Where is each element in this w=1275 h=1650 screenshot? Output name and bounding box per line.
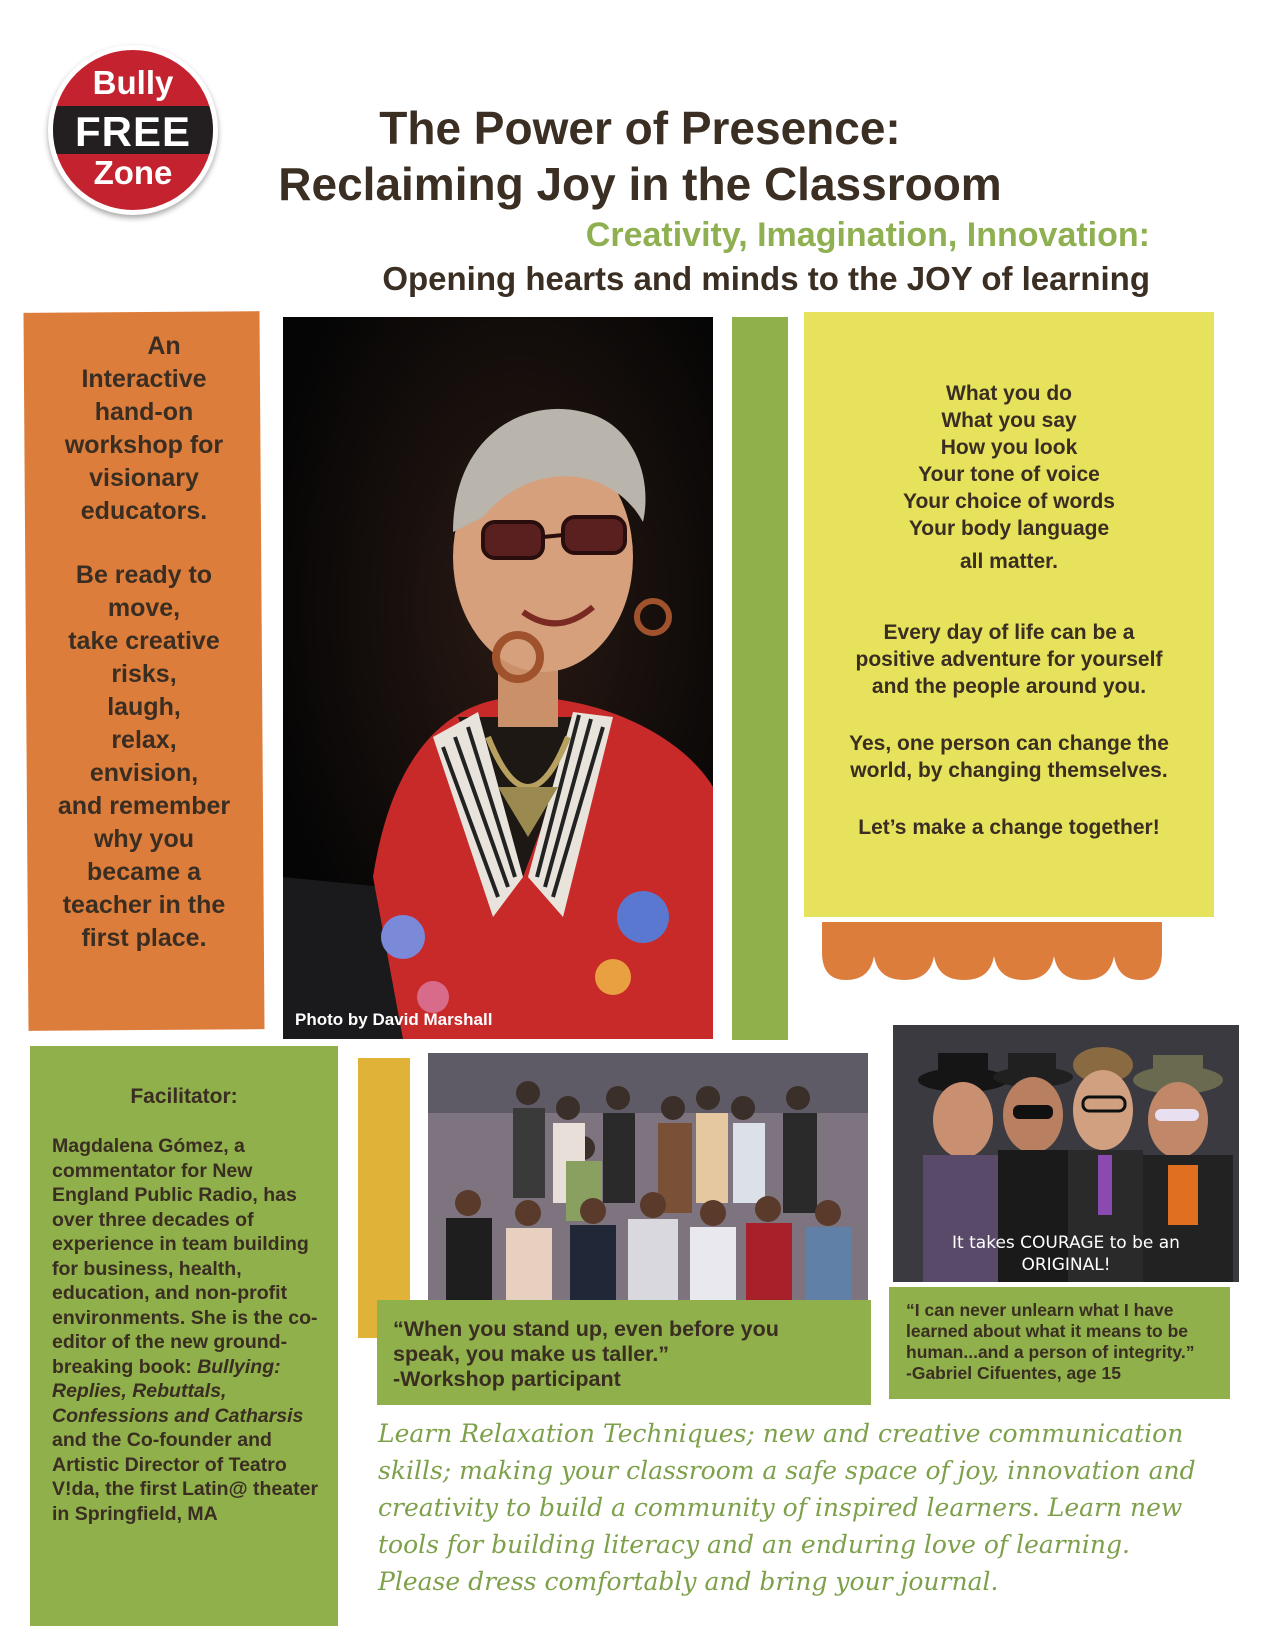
group-illustration — [428, 1053, 868, 1305]
orange-line: hand-on — [94, 398, 194, 426]
orange-line: first place. — [81, 924, 207, 952]
orange-line: why you — [93, 825, 194, 853]
adventure-line: and the people around you. — [871, 675, 1147, 698]
quote-attribution: -Workshop participant — [393, 1367, 621, 1391]
orange-line: and remember — [57, 792, 231, 820]
bio-text: Magdalena Gómez, a commentator for New England Public Radio, has over three decades of experience in team building for business, health, education, and non-profit environments. She is the co-editor of the new ground-breaking book: — [52, 1135, 318, 1378]
presence-line: Your tone of voice — [918, 463, 1100, 486]
caption-line: It takes COURAGE to be an — [952, 1233, 1180, 1253]
presence-line: Your choice of words — [903, 490, 1115, 513]
quote-attribution: -Gabriel Cifuentes, age 15 — [906, 1363, 1121, 1383]
adventure-line: positive adventure for yourself — [855, 648, 1163, 671]
orange-line: became a — [87, 858, 201, 886]
logo-line-3: Zone — [93, 154, 173, 191]
bully-free-zone-logo — [48, 45, 218, 215]
workshop-summary: Learn Relaxation Techniques; new and creative communication skills; making your classroom a safe space of joy, innovation and creativity to build a community of inspired learners. Learn new tools for building literacy and an enduring love of learning. Please dress comfortably and bring your journal. — [378, 1419, 1196, 1596]
participant-quote — [393, 1317, 863, 1392]
title-line-2: Reclaiming Joy in the Classroom — [278, 158, 1002, 210]
presence-line-end: all matter. — [959, 550, 1059, 573]
photo-credit: Photo by David Marshall — [295, 1010, 493, 1029]
orange-line: envision, — [89, 759, 199, 787]
presence-message — [814, 380, 1204, 841]
workshop-description — [36, 330, 252, 955]
presenter-photo — [283, 317, 713, 1039]
workshop-group-photo — [428, 1053, 868, 1305]
orange-line: teacher in the — [62, 891, 226, 919]
subtitle: Creativity, Imagination, Innovation: — [585, 216, 1150, 254]
orange-line: Be ready to — [75, 561, 213, 589]
book-title: Bullying: Replies, Rebuttals, Confessions and Catharsis — [52, 1355, 304, 1427]
student-quote — [906, 1300, 1226, 1384]
presence-line: What you say — [941, 409, 1077, 432]
logo-line-1: Bully — [92, 64, 174, 101]
orange-line: workshop for — [64, 431, 224, 459]
orange-line: An — [147, 332, 181, 360]
orange-line: relax, — [111, 726, 177, 754]
presenter-illustration — [283, 317, 713, 1039]
facilitator-title: Facilitator: — [130, 1085, 238, 1108]
quote-line: learned about what it means to be — [906, 1321, 1188, 1341]
tagline: Opening hearts and minds to the JOY of learning — [382, 260, 1150, 297]
orange-line: Interactive — [81, 365, 207, 393]
title-line-1: The Power of Presence: — [379, 102, 901, 154]
quote-line: “I can never unlearn what I have — [906, 1300, 1174, 1320]
presence-line: How you look — [940, 436, 1078, 459]
quote-line: human...and a person of integrity.” — [906, 1342, 1195, 1362]
green-stripe — [732, 317, 788, 1040]
orange-line: visionary — [89, 464, 199, 492]
page-title — [240, 100, 1040, 212]
caption-line: ORIGINAL! — [1021, 1255, 1111, 1275]
presence-line: What you do — [946, 382, 1072, 405]
adventure-line: Every day of life can be a — [883, 621, 1135, 644]
orange-scallop-decoration — [822, 922, 1162, 982]
orange-line: laugh, — [107, 693, 181, 721]
orange-line: risks, — [111, 660, 177, 688]
orange-line: move, — [107, 594, 181, 622]
change-line: world, by changing themselves. — [850, 759, 1168, 782]
together-line: Let’s make a change together! — [858, 816, 1160, 839]
presence-line: Your body language — [908, 517, 1110, 540]
change-line: Yes, one person can change the — [849, 732, 1169, 755]
youth-photo-caption — [893, 1232, 1239, 1276]
bio-text-end: and the Co-founder and Artistic Director of Teatro V!da, the first Latin@ theater in Springfield, MA — [52, 1429, 319, 1525]
orange-line: educators. — [80, 497, 208, 525]
quote-line: “When you stand up, even before you — [393, 1317, 779, 1341]
facilitator-bio — [52, 1134, 322, 1526]
mustard-stripe — [358, 1058, 410, 1338]
logo-line-2: FREE — [74, 108, 191, 155]
quote-line: speak, you make us taller.” — [393, 1342, 670, 1366]
orange-line: take creative — [68, 627, 220, 655]
